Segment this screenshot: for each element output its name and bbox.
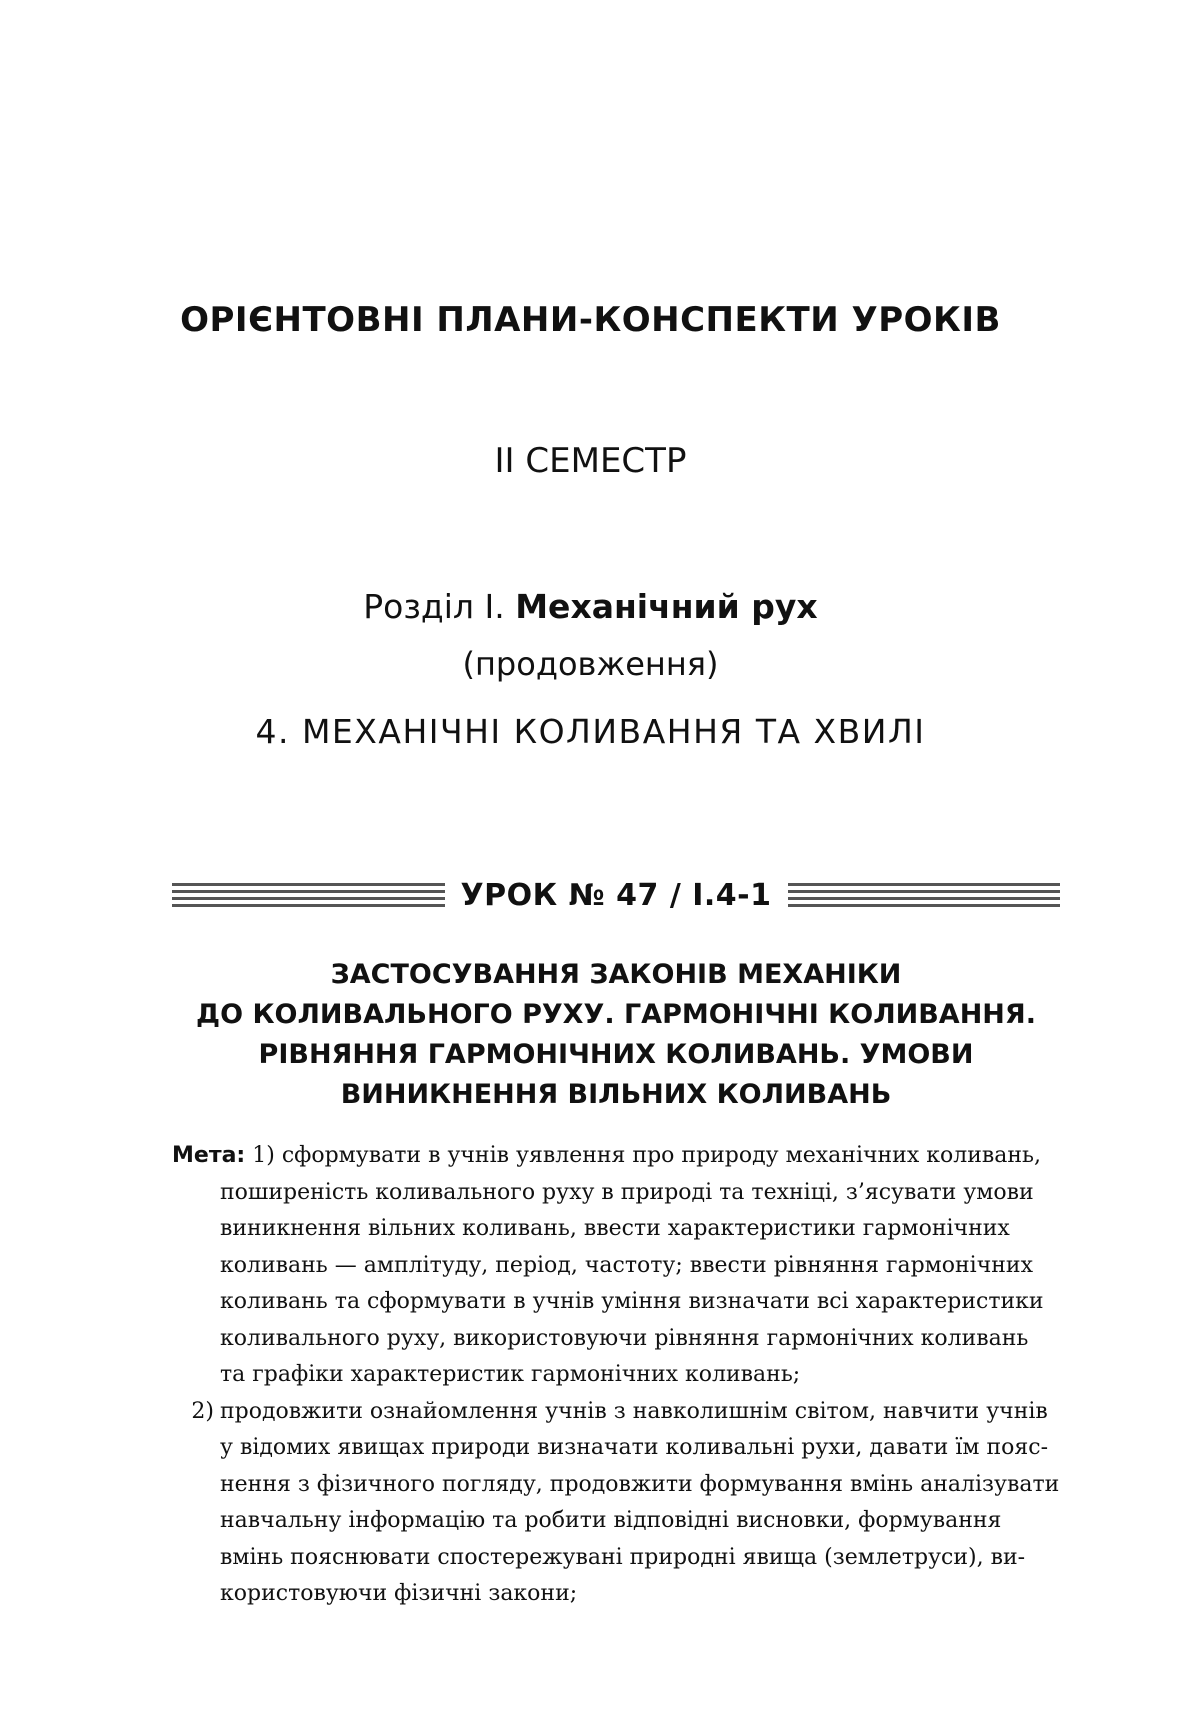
goal-text-line: коливань та сформувати в учнів уміння визначати всі характеристики xyxy=(220,1289,1044,1314)
lesson-banner xyxy=(172,875,1060,915)
section-prefix: Розділ І. xyxy=(363,587,505,626)
lesson-number: УРОК № 47 / І.4-1 xyxy=(460,877,772,913)
right-stripes-divider xyxy=(788,883,1061,907)
goal-text-line: та графіки характеристик гармонічних коливань; xyxy=(220,1362,801,1387)
goal-number: 1) xyxy=(252,1143,275,1168)
goal-text: продовжити ознайомлення учнів з навколишнім світом, навчити учнів xyxy=(220,1398,1048,1424)
left-stripes-divider xyxy=(172,883,445,907)
goal-item-1-first-line xyxy=(172,1138,1060,1175)
goal-text-line: вмінь пояснювати спостережувані природні явища (землетруси), ви- xyxy=(220,1544,1026,1570)
goal-text-line: у відомих явищах природи визначати коливальні рухи, давати їм пояс- xyxy=(220,1435,1049,1460)
page-title: ОРІЄНТОВНІ ПЛАНИ-КОНСПЕКТИ УРОКІВ xyxy=(180,300,1001,340)
section-heading xyxy=(0,587,1181,626)
goal-text-line: нення з фізичного погляду, продовжити формування вмінь аналізувати xyxy=(220,1471,1060,1497)
goal-text-line: коливального руху, використовуючи рівняння гармонічних коливань xyxy=(220,1325,1029,1351)
lesson-title-line: ЗАСТОСУВАННЯ ЗАКОНІВ МЕХАНІКИ xyxy=(330,959,902,990)
lesson-title-line: РІВНЯННЯ ГАРМОНІЧНИХ КОЛИВАНЬ. УМОВИ xyxy=(258,1039,974,1070)
semester-heading: ІІ СЕМЕСТР xyxy=(494,441,687,481)
topic-heading: 4. МЕХАНІЧНІ КОЛИВАННЯ ТА ХВИЛІ xyxy=(255,712,926,751)
lesson-title-line: ДО КОЛИВАЛЬНОГО РУХУ. ГАРМОНІЧНІ КОЛИВАННЯ. xyxy=(196,999,1036,1030)
goal-text-line: користовуючи фізичні закони; xyxy=(220,1581,578,1606)
continuation-note: (продовження) xyxy=(462,645,719,683)
goals-label: Мета: xyxy=(172,1143,246,1168)
lesson-goals xyxy=(172,1138,1060,1613)
goal-text-line: виникнення вільних коливань, ввести характеристики гармонічних xyxy=(220,1216,1010,1241)
lesson-title-line: ВИНИКНЕННЯ ВІЛЬНИХ КОЛИВАНЬ xyxy=(340,1079,892,1110)
goal-text-line: коливань — амплітуду, період, частоту; ввести рівняння гармонічних xyxy=(220,1252,1034,1278)
goal-item-2-first-line xyxy=(172,1394,1060,1431)
goal-text-line: навчальну інформацію та робити відповідні висновки, формування xyxy=(220,1508,1002,1533)
section-name: Механічний рух xyxy=(515,587,818,626)
goal-number: 2) xyxy=(191,1398,214,1424)
goal-text: сформувати в учнів уявлення про природу механічних коливань, xyxy=(281,1143,1042,1168)
goal-text-line: поширеність коливального руху в природі та техніці, з’ясувати умови xyxy=(220,1179,1034,1205)
lesson-title xyxy=(172,955,1060,1115)
